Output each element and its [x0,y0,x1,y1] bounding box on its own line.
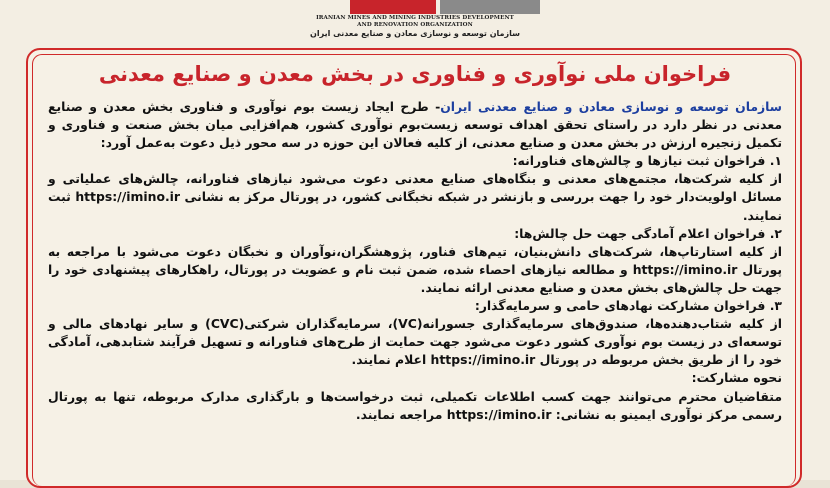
organization-logo [350,0,540,14]
announcement-body [48,98,782,424]
section-2-text: از کلیه استارتاپ‌ها، شرکت‌های دانش‌بنیان، تیم‌های فناور، پژوهشگران،نوآوران و نخبگان دعوت می‌شود با مراجعه به پورتال https://imino.ir و مطالعه نیازهای احصاء شده، ضمن ثبت نام و عضویت در پورتال، راهکارهای پیشنهادی خود را جهت حل چالش‌های بخش معدن و صنایع معدنی ارائه نمایند. [48,243,782,295]
logo-red-block [350,0,436,14]
section-1-text: از کلیه شرکت‌ها، مجتمع‌های معدنی و بنگاه‌های صنایع معدنی دعوت می‌شود نیازهای فناورانه، چالش‌های عملیاتی و مسائل اولویت‌دار خود را جهت بررسی و بازنشر در شبکه نخبگانی کشور، در پورتال مرکز به نشانی https://imino.ir ثبت نمایند. [48,171,782,223]
participation-text: متقاضیان محترم می‌توانند جهت کسب اطلاعات تکمیلی، ثبت درخواست‌ها و بارگذاری مدارک مربوطه، تنها به پورتال رسمی مرکز نوآوری ایمینو به نشانی: https://imino.ir مراجعه نمایند. [48,388,782,422]
section-2-heading: ۲. فراخوان اعلام آمادگی جهت حل چالش‌ها: [514,225,782,241]
section-1-heading: ۱. فراخوان ثبت نیازها و چالش‌های فناورانه: [512,153,782,169]
org-name-persian: سازمان توسعه و نوسازی معادن و صنایع معدنی ایران [310,29,520,38]
header [0,0,830,50]
logo-gray-block [440,0,540,14]
section-3-text: از کلیه شتاب‌دهنده‌ها، صندوق‌های سرمایه‌گذاری جسورانه(VC)، سرمایه‌گذاران شرکتی(CVC) و سایر نهادهای مالی و توسعه‌ای در زیست بوم نوآوری کشور دعوت می‌شود جهت حمایت از طرح‌های فناورانه و تسهیل فرآیند شتابدهی، آمادگی خود را از طریق بخش مربوطه در پورتال https://imino.ir اعلام نمایند. [48,316,782,368]
intro-org-name: سازمان توسعه و نوسازی معادن و صنایع معدنی ایران [440,99,782,114]
section-3-heading: ۳. فراخوان مشارکت نهادهای حامی و سرمایه‌گذار: [474,298,782,314]
org-name-english-line2: AND RENOVATION ORGANIZATION [357,22,473,28]
org-name-english-line1: IRANIAN MINES AND MINING INDUSTRIES DEVELOPMENT [316,15,514,21]
page-title: فراخوان ملی نوآوری و فناوری در بخش معدن و صنایع معدنی [98,62,732,86]
participation-heading: نحوه مشارکت: [691,370,782,386]
intro-paragraph [48,98,782,152]
intro-text: - طرح ایجاد زیست بوم نوآوری و فناوری بخش معدن و صنایع معدنی در نظر دارد در راستای تحقق اهداف توسعه زیست‌بوم نوآوری کشور، هم‌افزایی میان بخش صنعت و فناوری و تکمیل زنجیره ارزش در بخش معدن و صنایع معدنی، از کلیه فعالان این حوزه در سه محور ذیل دعوت به‌عمل آورد: [48,99,782,151]
